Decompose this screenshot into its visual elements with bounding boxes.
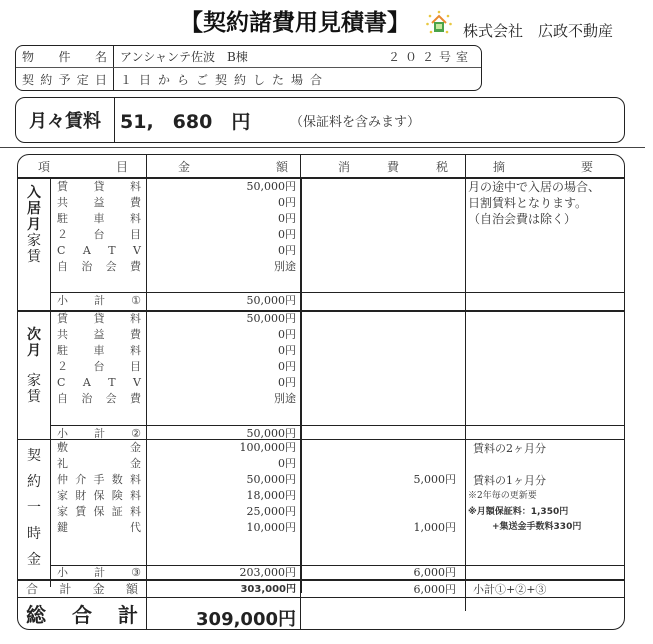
- contract-date-value: [114, 71, 481, 88]
- item-char: 益: [93, 328, 105, 341]
- item-char: C: [57, 376, 66, 389]
- item-char: 料: [130, 212, 141, 225]
- grid-line: [146, 155, 147, 630]
- document-title: 【契約諸費用見積書】: [180, 10, 410, 36]
- item-char: 家: [57, 505, 68, 518]
- grid-line: [50, 292, 624, 293]
- amount-value: 別途: [274, 260, 296, 273]
- grid-line: [50, 177, 51, 587]
- item-parking: [53, 343, 143, 359]
- group3-amounts: [148, 440, 296, 536]
- group-label-next-month-rent: [18, 327, 50, 405]
- grid-line: [300, 155, 301, 177]
- label-char: 合: [72, 603, 92, 627]
- item-deposit: [53, 440, 143, 456]
- grand-total-amount: 309,000円: [196, 609, 296, 630]
- item-char: 小: [57, 294, 68, 307]
- item-second-car: [53, 359, 143, 375]
- group-char: 入: [27, 185, 41, 201]
- group3-remarks: [473, 441, 625, 489]
- group1-items: [53, 179, 143, 275]
- group-char: 家: [27, 233, 41, 249]
- item-char: T: [108, 376, 116, 389]
- group1-remarks: [468, 179, 623, 227]
- item-char: A: [82, 244, 91, 257]
- remark-line: 賃料の2ヶ月分: [473, 442, 546, 455]
- item-key-money: [53, 456, 143, 472]
- remark-line: （自治会費は除く）: [468, 212, 577, 226]
- header-char: 税: [435, 159, 448, 174]
- tax-key-fee: 1,000円: [413, 521, 456, 534]
- tax-brokerage: 5,000円: [413, 473, 456, 486]
- item-char: 費: [129, 260, 141, 273]
- item-char: 会: [105, 260, 117, 273]
- item-char: 険: [111, 489, 123, 502]
- monthly-rent-value: 51, 680 円: [120, 110, 251, 133]
- group-label-move-in-rent: [18, 185, 50, 265]
- item-char: ②: [131, 427, 141, 440]
- label-char: 額: [125, 582, 138, 596]
- group-char: 契: [27, 448, 41, 464]
- item-char: ①: [131, 294, 141, 307]
- remark-line: 賃料の1ヶ月分: [473, 474, 546, 487]
- item-char: 料: [130, 489, 141, 502]
- house-sun-logo-icon: [426, 10, 452, 36]
- remark-transfer-fee: +集送金手数料330円: [492, 522, 582, 532]
- property-name-label: [16, 46, 114, 67]
- group-char: 月: [27, 343, 41, 359]
- item-char: 計: [94, 427, 106, 440]
- contract-date-text: １日からご契約した場合: [120, 72, 330, 87]
- remark-renewal-note: ※2年毎の更新要: [468, 491, 537, 501]
- header-char: 要: [580, 159, 593, 174]
- amount-value: 50,000円: [246, 312, 296, 325]
- item-char: 家: [57, 489, 68, 502]
- item-char: 計: [94, 294, 106, 307]
- item-char: 駐: [57, 344, 68, 357]
- subtotal3-tax: 6,000円: [413, 566, 456, 579]
- group-char: 居: [27, 201, 41, 217]
- amount-value: 0円: [278, 344, 296, 357]
- item-char: 敷: [57, 441, 68, 454]
- item-char: 計: [94, 566, 106, 579]
- grid-line: [300, 593, 301, 630]
- group2-items: [53, 311, 143, 407]
- subtotal2-amount: [148, 427, 296, 441]
- item-char: 台: [93, 228, 105, 241]
- item-char: 鍵: [57, 521, 68, 534]
- item-char: 手: [93, 473, 105, 486]
- amount-value: 0円: [278, 212, 296, 225]
- item-key-fee: [53, 520, 143, 536]
- amount-value: 50,000円: [246, 427, 296, 440]
- item-char: 駐: [57, 212, 68, 225]
- item-char: 料: [130, 344, 141, 357]
- item-char: 料: [130, 312, 141, 325]
- remark-monthly-guarantee: ※月額保証料：1,350円: [468, 507, 569, 517]
- item-char: 代: [130, 521, 141, 534]
- item-char: 貸: [93, 312, 105, 325]
- item-char: 貸: [93, 180, 105, 193]
- item-char: A: [82, 376, 91, 389]
- item-char: 共: [57, 196, 68, 209]
- item-common-fee: [53, 195, 143, 211]
- subtotal3-amount: [148, 566, 296, 580]
- item-char: 台: [93, 360, 105, 373]
- item-char: 料: [130, 180, 141, 193]
- item-char: 自: [57, 260, 68, 273]
- item-community-fee: [53, 259, 143, 275]
- property-name: アンシャンテ佐波 B棟: [120, 50, 248, 64]
- item-char: 治: [81, 260, 93, 273]
- item-char: 費: [130, 328, 141, 341]
- section-divider: [0, 147, 645, 148]
- label-char: 日: [94, 72, 107, 87]
- item-char: T: [108, 244, 116, 257]
- amount-value: 0円: [278, 360, 296, 373]
- grid-line: [18, 597, 624, 598]
- label-char: 名: [94, 50, 107, 64]
- property-info-box: [15, 45, 482, 91]
- remark-line: 月の途中で入居の場合、: [468, 180, 601, 194]
- item-char: ２: [57, 228, 68, 241]
- group1-amounts: [148, 179, 296, 275]
- header-char: 摘: [493, 159, 506, 174]
- property-name-value: [114, 48, 481, 65]
- item-char: V: [133, 244, 141, 257]
- group-char: 約: [27, 474, 41, 490]
- item-char: 礼: [57, 457, 68, 470]
- group-label-contract-lump-sum: [18, 443, 50, 573]
- group-char: 賃: [27, 389, 41, 405]
- item-char: 費: [130, 196, 141, 209]
- monthly-rent-label: 月々賃料: [16, 98, 115, 142]
- label-char: 契: [22, 72, 35, 87]
- label-char: 金: [92, 582, 105, 596]
- item-char: 仲: [57, 473, 68, 486]
- amount-value: 50,000円: [246, 473, 296, 486]
- header-remarks: [493, 155, 593, 177]
- subtotal1-amount: [148, 294, 296, 308]
- monthly-rent-note: （保証料を含みます）: [290, 114, 421, 130]
- contract-date-label: [16, 68, 114, 90]
- item-char: 益: [93, 196, 105, 209]
- amount-value: 50,000円: [246, 180, 296, 193]
- label-char: 総: [26, 603, 46, 627]
- item-char: V: [133, 376, 141, 389]
- item-char: 目: [130, 360, 141, 373]
- amount-value: 0円: [278, 376, 296, 389]
- header-tax: [338, 155, 448, 177]
- amount-value: 100,000円: [239, 441, 296, 454]
- item-char: 証: [111, 505, 123, 518]
- header-char: 項: [38, 159, 51, 174]
- header-item: [38, 155, 128, 177]
- amount-value: 25,000円: [246, 505, 296, 518]
- item-brokerage-fee: [53, 472, 143, 488]
- grid-line: [465, 155, 466, 611]
- header-amount: [178, 155, 288, 177]
- item-char: 賃: [57, 312, 68, 325]
- item-char: 金: [130, 457, 141, 470]
- group-char: 時: [27, 526, 41, 542]
- amount-value: 0円: [278, 228, 296, 241]
- room-number: ２０２号室: [387, 50, 473, 64]
- label-char: 件: [58, 50, 71, 64]
- item-char: 賃: [75, 505, 87, 518]
- item-char: 介: [75, 473, 87, 486]
- group-char: 家: [27, 373, 41, 389]
- item-char: 共: [57, 328, 68, 341]
- subtotal3-label: [53, 566, 143, 580]
- group-char: 一: [27, 500, 41, 516]
- item-char: 保: [93, 505, 105, 518]
- item-char: ③: [131, 566, 141, 579]
- item-rent: [53, 311, 143, 327]
- item-home-insurance: [53, 488, 143, 504]
- label-char: 合: [26, 582, 39, 596]
- grid-line: [300, 177, 302, 593]
- contract-date-row: [16, 68, 481, 90]
- label-char: 計: [59, 582, 72, 596]
- item-char: 保: [93, 489, 105, 502]
- label-char: 定: [76, 72, 89, 87]
- group-char: 次: [27, 327, 41, 343]
- header-char: 金: [178, 159, 191, 174]
- total-amount: 303,000円: [240, 584, 296, 595]
- label-char: 予: [58, 72, 71, 87]
- group-char: 賃: [27, 249, 41, 265]
- item-char: ２: [57, 360, 68, 373]
- item-char: 小: [57, 566, 68, 579]
- label-char: 約: [40, 72, 53, 87]
- property-name-row: [16, 46, 481, 68]
- label-char: 計: [118, 603, 138, 627]
- item-catv: [53, 243, 143, 259]
- item-char: 数: [111, 473, 123, 486]
- amount-value: 203,000円: [239, 566, 296, 579]
- item-char: 金: [130, 441, 141, 454]
- amount-value: 50,000円: [246, 294, 296, 307]
- item-char: 賃: [57, 180, 68, 193]
- group2-amounts: [148, 311, 296, 407]
- amount-value: 10,000円: [246, 521, 296, 534]
- label-char: 物: [22, 50, 35, 64]
- item-common-fee: [53, 327, 143, 343]
- total-remark: 小計①+②+③: [473, 583, 547, 596]
- header-char: 目: [115, 159, 128, 174]
- header-char: 消: [338, 159, 351, 174]
- header-char: 額: [275, 159, 288, 174]
- amount-value: 0円: [278, 196, 296, 209]
- header-char: 費: [386, 159, 399, 174]
- amount-value: 別途: [274, 392, 296, 405]
- item-char: 料: [130, 473, 141, 486]
- grid-line: [50, 425, 624, 426]
- item-char: 治: [81, 392, 93, 405]
- group3-items: [53, 440, 143, 536]
- item-char: 車: [93, 344, 105, 357]
- group-char: 月: [27, 217, 41, 233]
- amount-value: 0円: [278, 244, 296, 257]
- item-char: 会: [105, 392, 117, 405]
- subtotal1-label: [53, 294, 143, 308]
- amount-value: 18,000円: [246, 489, 296, 502]
- item-char: 自: [57, 392, 68, 405]
- item-rent: [53, 179, 143, 195]
- monthly-rent-box: [15, 97, 625, 143]
- cost-table: [17, 154, 625, 630]
- item-char: 費: [129, 392, 141, 405]
- item-char: C: [57, 244, 66, 257]
- item-catv: [53, 375, 143, 391]
- item-char: 料: [130, 505, 141, 518]
- item-parking: [53, 211, 143, 227]
- item-char: 財: [75, 489, 87, 502]
- subtotal2-label: [53, 427, 143, 441]
- item-second-car: [53, 227, 143, 243]
- item-char: 目: [130, 228, 141, 241]
- item-char: 小: [57, 427, 68, 440]
- amount-value: 0円: [278, 328, 296, 341]
- total-tax: 6,000円: [413, 583, 456, 596]
- group-char: 金: [27, 552, 41, 568]
- item-char: 車: [93, 212, 105, 225]
- item-rent-guarantee: [53, 504, 143, 520]
- grand-total-label: [20, 599, 144, 628]
- amount-value: 0円: [278, 457, 296, 470]
- company-name: 株式会社 広政不動産: [463, 22, 614, 40]
- remark-line: 日割賃料となります。: [468, 196, 588, 210]
- item-community-fee: [53, 391, 143, 407]
- total-label: [20, 582, 144, 597]
